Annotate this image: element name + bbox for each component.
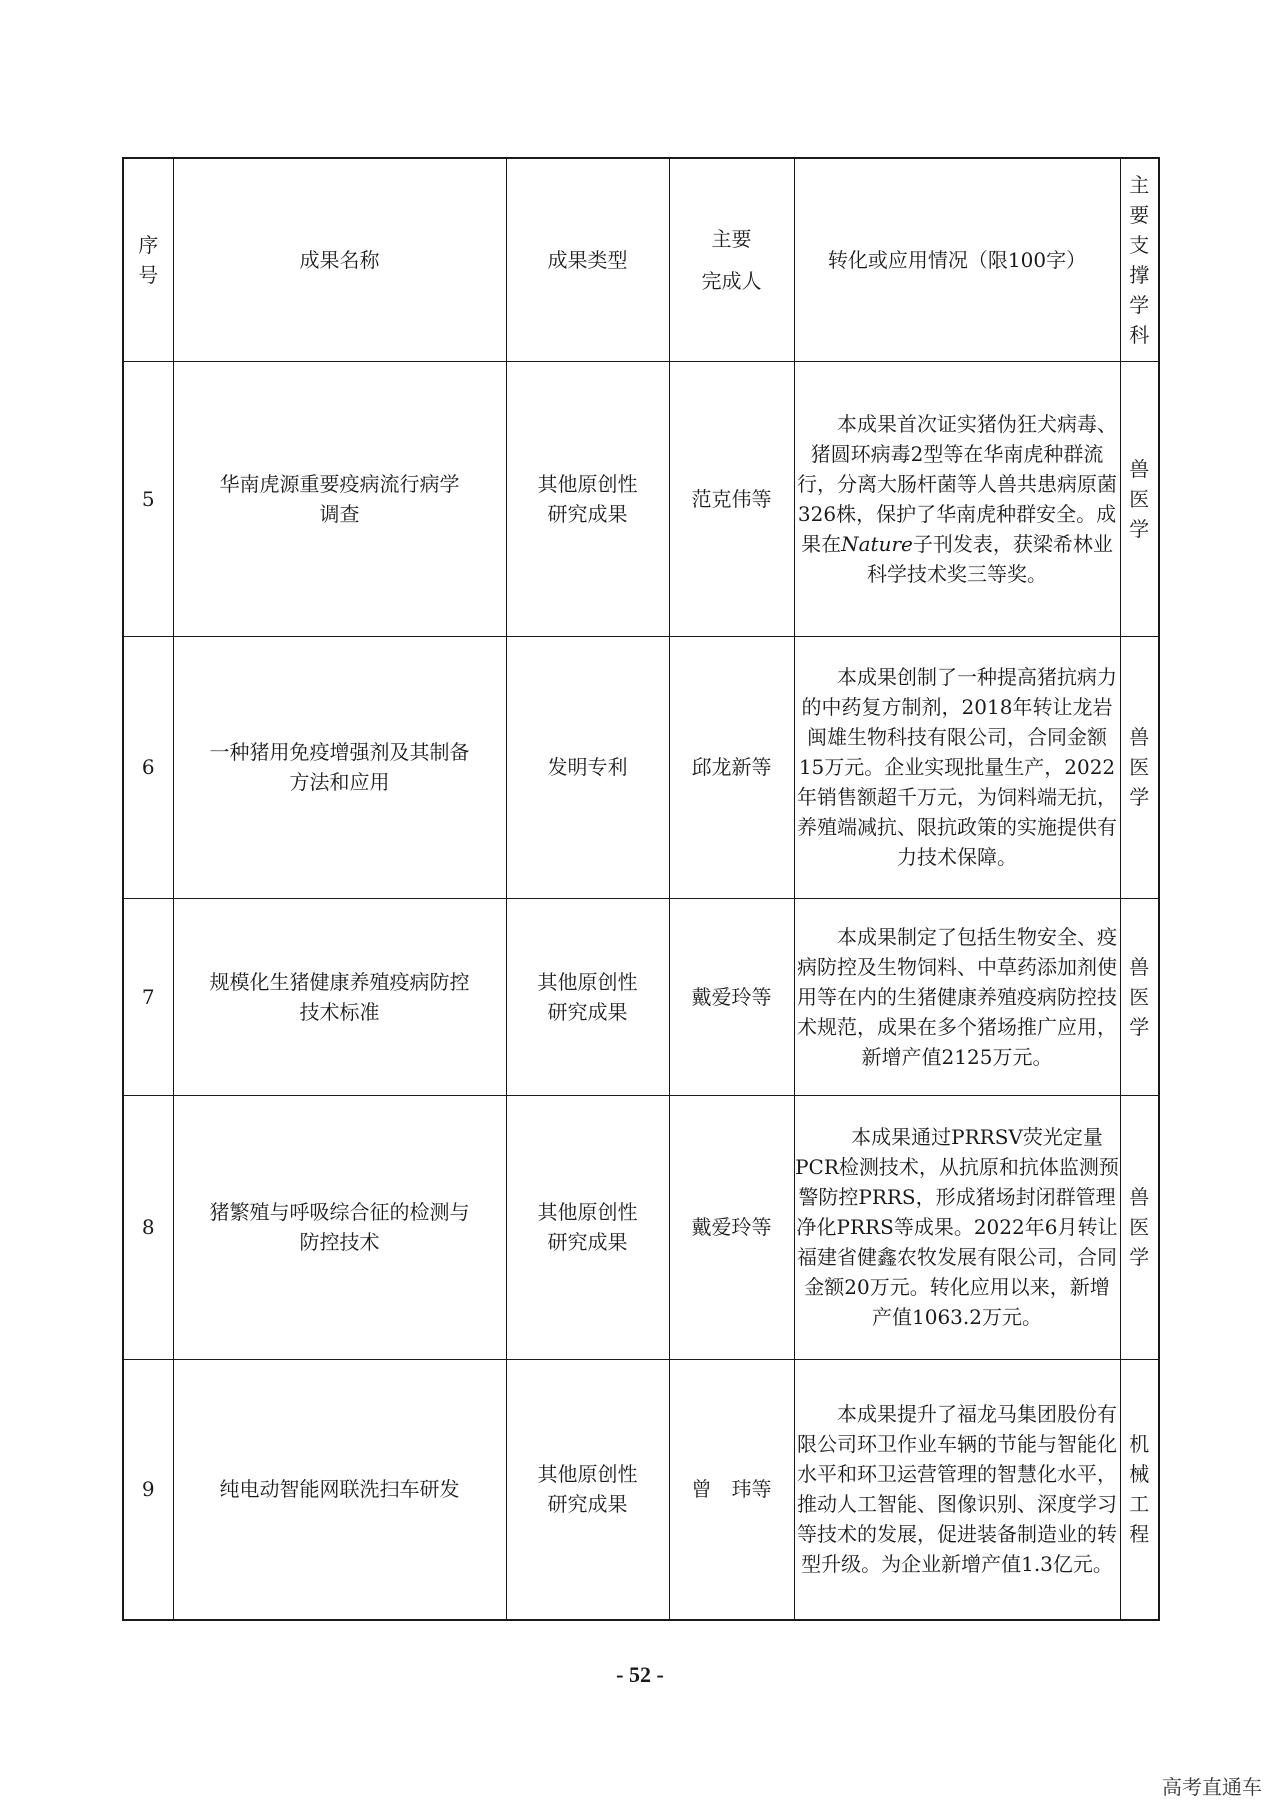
row-type: 发明专利 [506,636,669,898]
row-desc: 本成果通过PRRSV荧光定量PCR检测技术，从抗原和抗体监测预警防控PRRS，形成猪场封闭群管理净化PRRS等成果。2022年6月转让福建省健鑫农牧发展有限公司，合同金额20万元。转化应用以来，新增产值1063.2万元。 [794,1095,1120,1359]
table-row [123,898,1159,1095]
row-person: 邱龙新等 [669,636,794,898]
table-header-row [123,158,1159,361]
table-row [123,361,1159,636]
row-name: 猪繁殖与呼吸综合征的检测与 防控技术 [173,1095,506,1359]
row-seq: 5 [123,361,173,636]
header-seq: 序号 [123,158,173,361]
row-type: 其他原创性 研究成果 [506,1095,669,1359]
row-type: 其他原创性 研究成果 [506,361,669,636]
table-row [123,1359,1159,1620]
row-desc: 本成果首次证实猪伪狂犬病毒、猪圆环病毒2型等在华南虎种群流行，分离大肠杆菌等人兽共患病原菌326株，保护了华南虎种群安全。成果在Nature子刊发表，获梁希林业科学技术奖三等奖。 [794,361,1120,636]
header-subject: 主要支撑学科 [1120,158,1159,361]
row-desc: 本成果创制了一种提高猪抗病力的中药复方制剂，2018年转让龙岩闽雄生物科技有限公司，合同金额15万元。企业实现批量生产，2022年销售额超千万元，为饲料端无抗，养殖端减抗、限抗政策的实施提供有力技术保障。 [794,636,1120,898]
row-seq: 9 [123,1359,173,1620]
row-type: 其他原创性 研究成果 [506,1359,669,1620]
row-name: 规模化生猪健康养殖疫病防控 技术标准 [173,898,506,1095]
watermark: 高考直通车 [1162,1775,1262,1799]
header-name: 成果名称 [173,158,506,361]
row-person: 范克伟等 [669,361,794,636]
table-row [123,636,1159,898]
header-person [669,158,794,361]
row-desc: 本成果提升了福龙马集团股份有限公司环卫作业车辆的节能与智能化水平和环卫运营管理的智慧化水平，推动人工智能、图像识别、深度学习等技术的发展，促进装备制造业的转型升级。为企业新增产值1.3亿元。 [794,1359,1120,1620]
row-seq: 7 [123,898,173,1095]
table-row [123,1095,1159,1359]
row-subject: 兽医学 [1120,361,1159,636]
row-seq: 6 [123,636,173,898]
header-person-line1: 主要 [711,226,752,251]
row-subject: 兽医学 [1120,1095,1159,1359]
header-usage: 转化或应用情况（限100字） [794,158,1120,361]
row-desc: 本成果制定了包括生物安全、疫病防控及生物饲料、中草药添加剂使用等在内的生猪健康养殖疫病防控技术规范，成果在多个猪场推广应用，新增产值2125万元。 [794,898,1120,1095]
header-type: 成果类型 [506,158,669,361]
row-person: 戴爱玲等 [669,898,794,1095]
row-name: 纯电动智能网联洗扫车研发 [173,1359,506,1620]
row-subject: 机械工程 [1120,1359,1159,1620]
row-person: 戴爱玲等 [669,1095,794,1359]
row-subject: 兽医学 [1120,898,1159,1095]
row-type: 其他原创性 研究成果 [506,898,669,1095]
row-seq: 8 [123,1095,173,1359]
achievement-table [122,157,1160,1621]
row-name: 华南虎源重要疫病流行病学 调查 [173,361,506,636]
row-subject: 兽医学 [1120,636,1159,898]
header-person-line2: 完成人 [701,268,762,293]
row-person: 曾 玮等 [669,1359,794,1620]
page-number: - 52 - [616,1662,664,1687]
row-name: 一种猪用免疫增强剂及其制备 方法和应用 [173,636,506,898]
